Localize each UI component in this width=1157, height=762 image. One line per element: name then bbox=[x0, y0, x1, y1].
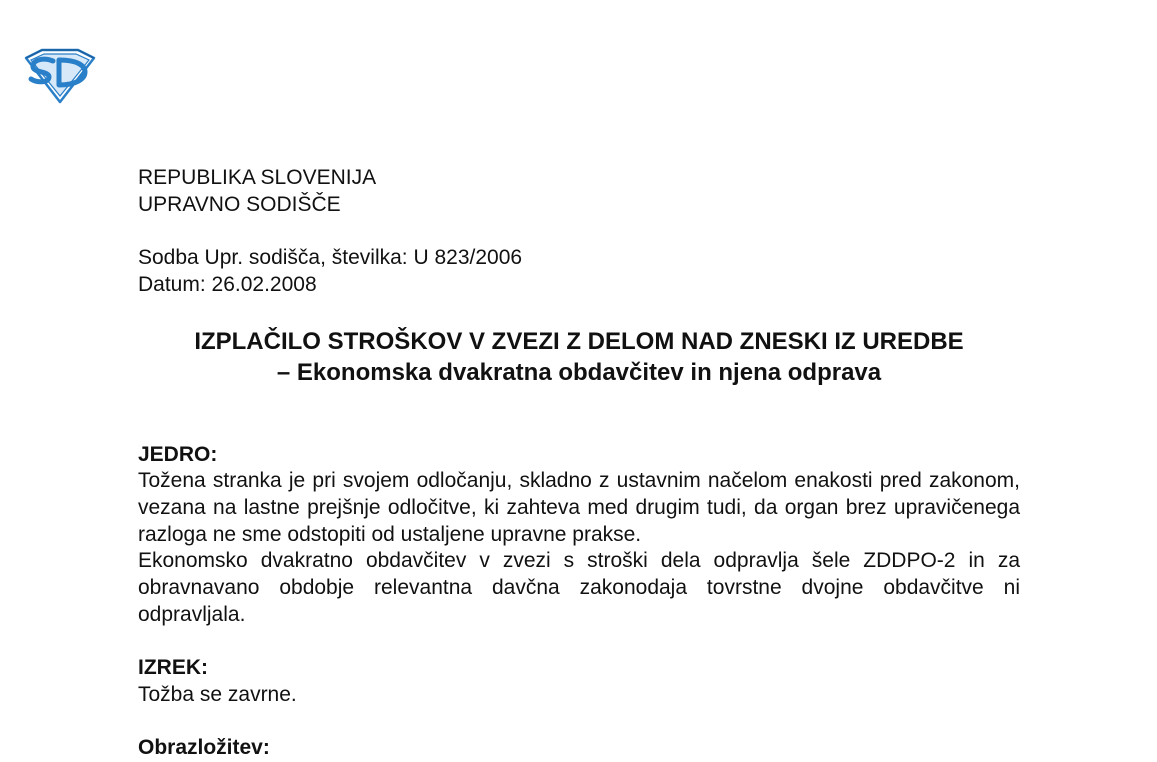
jedro-label: JEDRO: bbox=[138, 442, 218, 466]
izrek-text: Tožba se zavrne. bbox=[138, 682, 297, 706]
jedro-paragraph-1: Tožena stranka je pri svojem odločanju, skladno z ustavnim načelom enakosti pred zakonom, vezana na lastne prejšnje odločitve, ki zahteva med drugim tudi, da organ brez upravičenega razloga ne sme odstopiti od ustaljene upravne prakse. bbox=[138, 469, 1020, 546]
country-heading: REPUBLIKA SLOVENIJA bbox=[138, 166, 377, 189]
sd-logo bbox=[22, 48, 96, 104]
case-date: Datum: 26.02.2008 bbox=[138, 272, 317, 296]
document-body bbox=[138, 165, 1020, 762]
court-heading: UPRAVNO SODIŠČE bbox=[138, 192, 341, 216]
izrek-label: IZREK: bbox=[138, 656, 208, 680]
title-line-1: IZPLAČILO STROŠKOV V ZVEZI Z DELOM NAD ZNESKI IZ UREDBE bbox=[194, 327, 964, 355]
case-reference: Sodba Upr. sodišča, številka: U 823/2006 bbox=[138, 246, 523, 270]
jedro-paragraph-2: Ekonomsko dvakratno obdavčitev v zvezi s stroški dela odpravlja šele ZDDPO-2 in za obravnavano obdobje relevantna davčna zakonodaja tovrstne dvojne obdavčitve ni odpravljala. bbox=[138, 549, 1020, 626]
sd-shield-logo-icon bbox=[22, 48, 96, 104]
obrazlozitev-label: Obrazložitev: bbox=[138, 736, 270, 760]
title-line-2: – Ekonomska dvakratna obdavčitev in njena odprava bbox=[276, 358, 882, 386]
document-title bbox=[138, 326, 1020, 388]
